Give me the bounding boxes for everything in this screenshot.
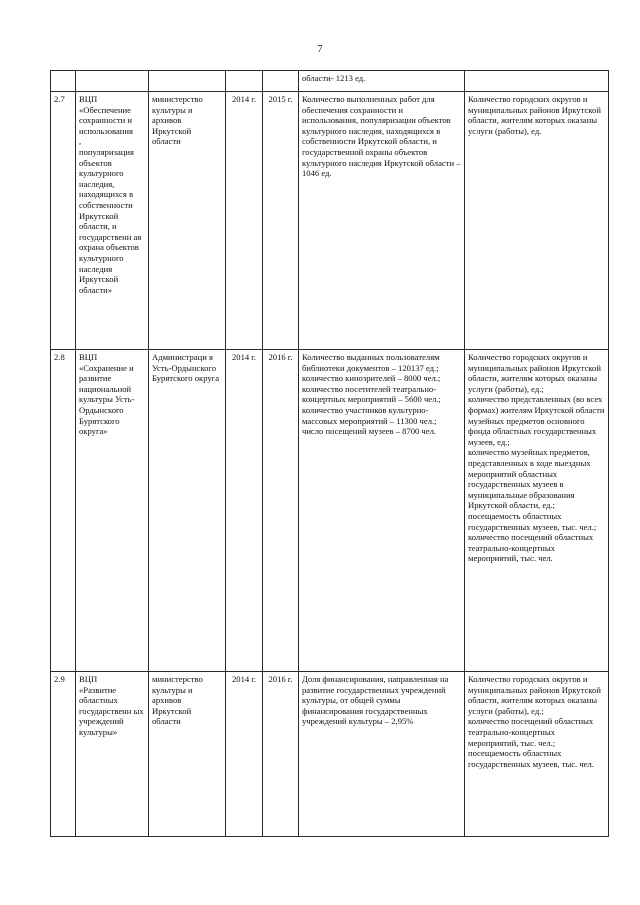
cell-result: Количество городских округов и муниципальных районов Иркутской области, жителям которых оказаны услуги (работы), ед.; количество посещений областных театрально-концертных мероприятий, тыс. чел.; посещаемость областных государственных музеев, тыс. чел. xyxy=(465,672,609,837)
cell-program: ВЦП «Развитие областных государственн ых учреждений культуры» xyxy=(76,672,149,837)
cell-num: 2.8 xyxy=(51,350,76,672)
cell-executor xyxy=(149,71,226,92)
table-row xyxy=(51,672,609,837)
cell-indicator: Количество выполненных работ для обеспечения сохранности и использования, популяризации объектов культурного наследия, находящихся в собственности Иркутской области, и государственной охраны объектов культурного наследия Иркутской области – 1046 ед. xyxy=(299,92,465,350)
cell-program: ВЦП «Сохранение и развитие национальной культуры Усть-Ордынского Бурятского округа» xyxy=(76,350,149,672)
cell-result: Количество городских округов и муниципальных районов Иркутской области, жителям которых оказаны услуги (работы), ед.; количество представленных (во всех формах) жителям Иркутской области музейных предметов основного фонда областных государственных музеев, ед.; количество музейных предметов, представленных в ходе выездных мероприятий областных государственных музеев в муниципальные образования Иркутской области, ед.; посещаемость областных государственных музеев, тыс. чел.; количество посещений областных театрально-концертных мероприятий, тыс. чел. xyxy=(465,350,609,672)
cell-start-year: 2014 г. xyxy=(226,92,263,350)
table-row-continued xyxy=(51,71,609,92)
cell-end-year: 2016 г. xyxy=(263,672,299,837)
cell-start-year xyxy=(226,71,263,92)
cell-indicator: Доля финансирования, направленная на развитие государственных учреждений культуры, от общей суммы финансирования государственных учреждений культуры – 2,95% xyxy=(299,672,465,837)
cell-num: 2.7 xyxy=(51,92,76,350)
table-row xyxy=(51,92,609,350)
table-row xyxy=(51,350,609,672)
cell-end-year: 2016 г. xyxy=(263,350,299,672)
cell-start-year: 2014 г. xyxy=(226,350,263,672)
cell-num xyxy=(51,71,76,92)
page-number: 7 xyxy=(317,44,323,55)
cell-executor: Администраци я Усть-Ордынского Бурятского округа xyxy=(149,350,226,672)
cell-start-year: 2014 г. xyxy=(226,672,263,837)
program-table xyxy=(50,70,609,837)
cell-end-year xyxy=(263,71,299,92)
cell-executor: министерство культуры и архивов Иркутской области xyxy=(149,92,226,350)
cell-indicator: Количество выданных пользователям библиотеки документов – 120137 ед.; количество кинозрителей – 8000 чел.; количество посетителей театрально-концертных мероприятий – 5600 чел.; количество участников культурно-массовых мероприятий – 11300 чел.; число посещений музеев – 8700 чел. xyxy=(299,350,465,672)
cell-executor: министерство культуры и архивов Иркутской области xyxy=(149,672,226,837)
cell-result: Количество городских округов и муниципальных районов Иркутской области, жителям которых оказаны услуги (работы), ед. xyxy=(465,92,609,350)
cell-end-year: 2015 г. xyxy=(263,92,299,350)
cell-indicator: области- 1213 ед. xyxy=(299,71,465,92)
cell-program xyxy=(76,71,149,92)
cell-result xyxy=(465,71,609,92)
cell-num: 2.9 xyxy=(51,672,76,837)
cell-program: ВЦП «Обеспечение сохранности и использования , популяризация объектов культурного наследия, находящихся в собственности Иркутской области, и государственн ая охрана объектов культурного наследия Иркутской области» xyxy=(76,92,149,350)
